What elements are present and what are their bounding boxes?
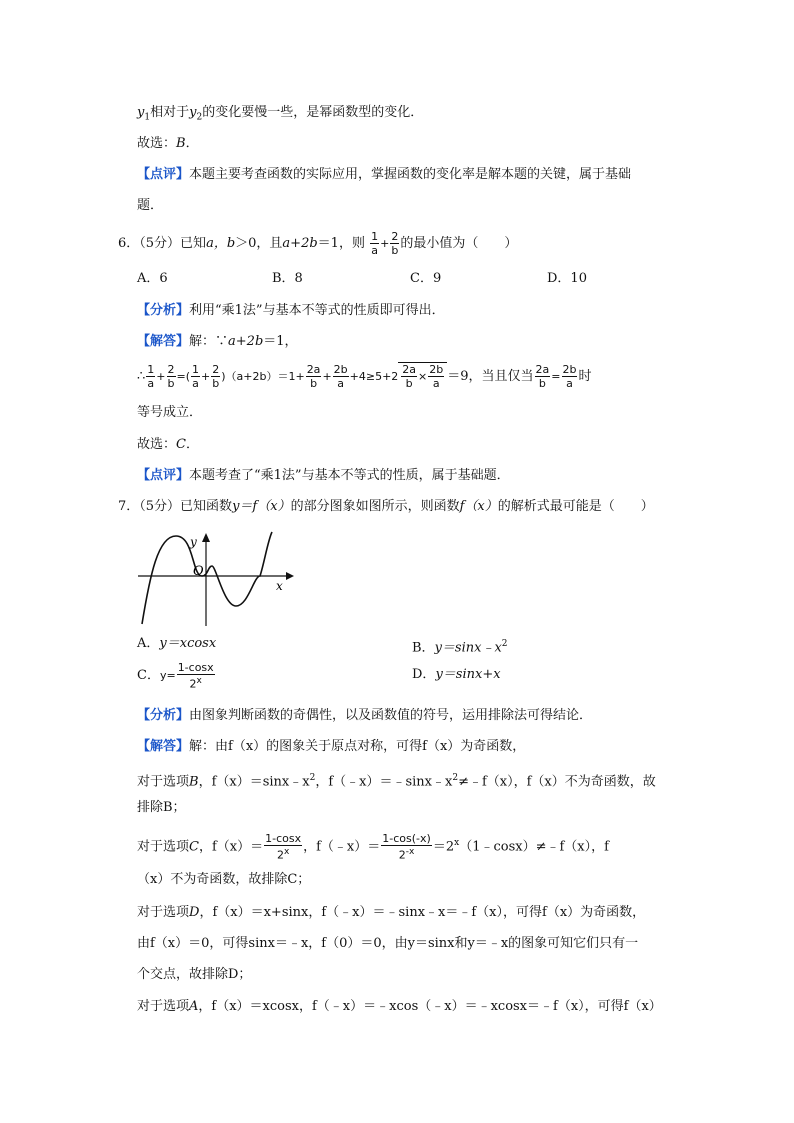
y-axis-label: y — [190, 535, 197, 549]
function-graph — [136, 530, 296, 628]
review-q5: 【点评】本题主要考查函数的实际应用，掌握函数的变化率是解本题的关键，属于基础 — [137, 167, 632, 182]
fraction: $\frac{1}{a}$ — [371, 230, 379, 257]
option-b: B．8 — [272, 271, 303, 286]
option-a: A．6 — [137, 271, 168, 286]
calculation-q6: ∴ $\frac{1}{a}$ + $\frac{2}{b}$ =( $\frac{1}{a}$ + $\frac{2}{b}$ )（a+2b）＝1+ $\frac{2a}{b}$ + $\frac{2b}{a}$ +4≥5+2 $\frac{2a}{b}$ × $\frac{2b}{a}$ ＝9，当且仅当 $\frac{2a}{b}$ = $\frac{2b}{a}$ 时 — [137, 363, 592, 390]
square-root: $\frac{2a}{b}$ × $\frac{2b}{a}$ — [398, 362, 447, 391]
answer-line-q6: 故选：C． — [137, 437, 199, 452]
y-axis-arrow — [202, 533, 210, 542]
review-q6: 【点评】本题考查了“乘1法”与基本不等式的性质，属于基础题． — [137, 468, 510, 483]
function-curve — [142, 532, 272, 624]
equality-note-q6: 等号成立． — [137, 405, 203, 420]
question-7: 7．（5分）已知函数y＝f（x）的部分图象如图所示，则函数f（x）的解析式最可能是（ ） — [118, 499, 654, 514]
option-a-analysis: 对于选项A，f（x）＝xcosx，f（﹣x）＝﹣xcos（﹣x）＝﹣xcosx＝﹣f（x），可得f（x） — [137, 999, 662, 1014]
origin-label: O — [193, 564, 204, 579]
option-b-analysis-cont: 排除B； — [137, 800, 186, 815]
paragraph-conclusion: $y_1$相对于$y_2$的变化要慢一些，是幂函数型的变化． — [137, 105, 424, 123]
option-d-analysis-2: 由f（x）＝0，可得sinx＝﹣x，f（0）＝0，由y＝sinx和y＝﹣x的图象可知它们只有一 — [137, 936, 639, 951]
option-c-analysis-cont: （x）不为奇函数，故排除C； — [137, 872, 311, 887]
q7-option-a: A．y＝xcosx — [137, 636, 217, 651]
analysis-q6: 【分析】利用“乘1法”与基本不等式的性质即可得出． — [137, 303, 445, 318]
fraction: $\frac{2}{b}$ — [391, 230, 399, 257]
question-6: 6．（5分）已知a，b＞0，且a+2b＝1，则 $\frac{1}{a}$ + $\frac{2}{b}$ 的最小值为（ ） — [118, 230, 518, 257]
option-d-analysis-3: 个交点，故排除D； — [137, 967, 252, 982]
answer-line-q5: 故选：B． — [137, 136, 199, 151]
option-b-analysis: 对于选项B，$f(x)=\sin x﹣x^2$，$f(﹣x)=﹣\sin x﹣x^2\ne﹣f(x)$，f（x）不为奇函数，故 — [137, 773, 656, 790]
x-axis-arrow — [286, 572, 294, 580]
q7-option-b: B．$y=\sin x﹣x^2$ — [412, 639, 508, 656]
solution-q7: 【解答】解：由f（x）的图象关于原点对称，可得f（x）为奇函数， — [137, 739, 526, 754]
q7-option-d: D．y＝sinx+x — [412, 667, 501, 682]
q7-option-c: C．y= $\frac{1-\cos x}{2^x}$ — [137, 660, 214, 691]
x-axis-label: x — [276, 579, 283, 593]
option-c-analysis: 对于选项C，f（x）＝ $\frac{1-\cos x}{2^x}$ ，f（﹣x）＝ $\frac{1-\cos(-x)}{2^{-x}}$ $=2^x(1﹣\cos x)\ne﹣f(x)$，f — [137, 832, 609, 862]
option-d: D．10 — [547, 271, 587, 286]
analysis-q7: 【分析】由图象判断函数的奇偶性，以及函数值的符号，运用排除法可得结论． — [137, 708, 593, 723]
solution-q6: 【解答】解：∵a+2b＝1， — [137, 334, 298, 349]
option-c: C．9 — [410, 271, 442, 286]
option-d-analysis: 对于选项D，f（x）＝x+sinx，f（﹣x）＝﹣sinx﹣x＝﹣f（x），可得f（x）为奇函数， — [137, 905, 646, 920]
review-q5-cont: 题． — [137, 198, 164, 213]
